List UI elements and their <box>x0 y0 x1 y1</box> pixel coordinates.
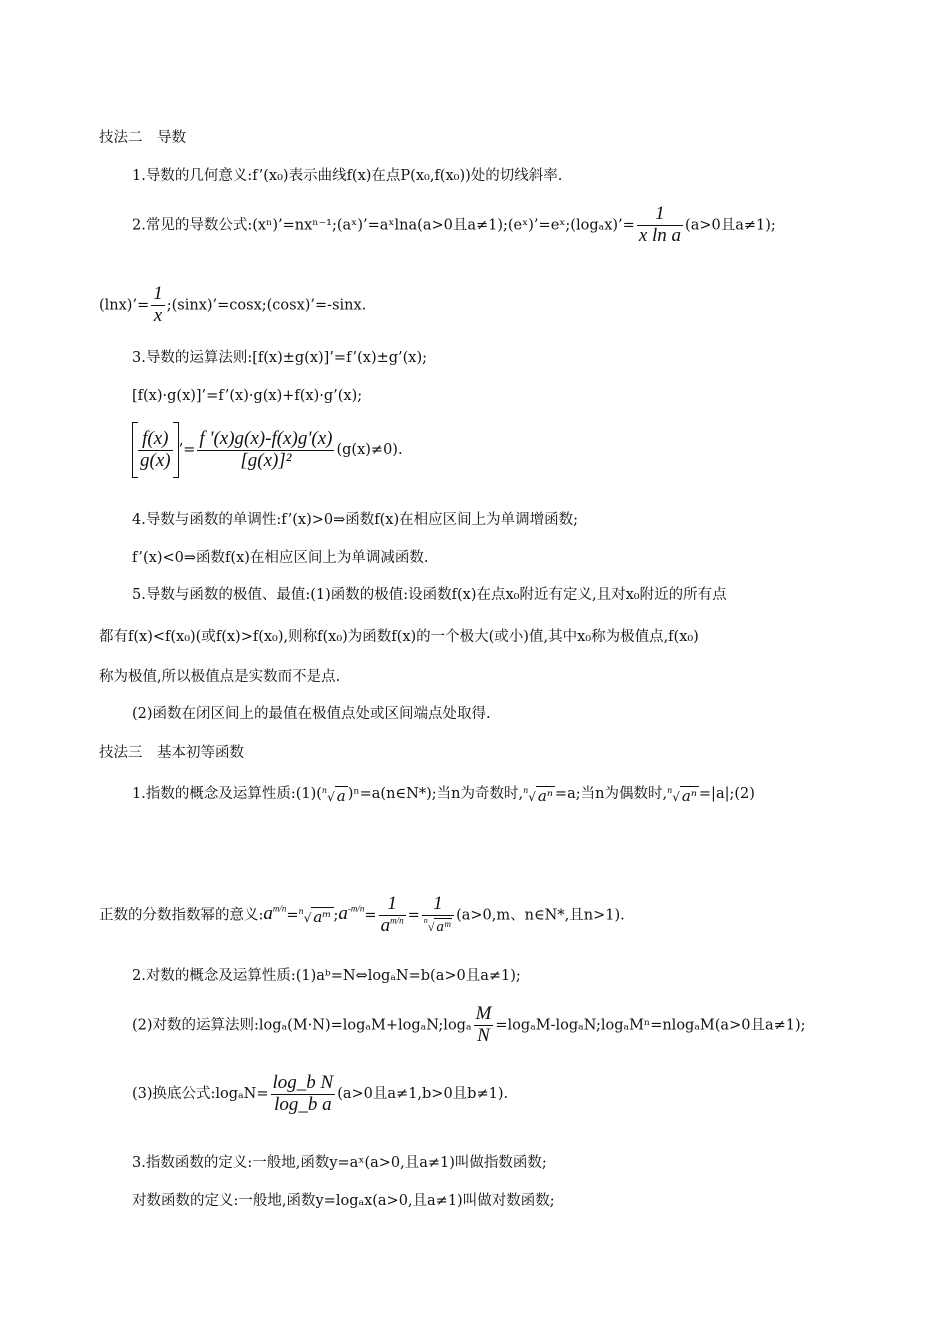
formula-tail: (a>0且a≠1); <box>685 217 776 234</box>
derivative-rule-product: [f(x)·g(x)]’=f’(x)·g(x)+f(x)·g’(x); <box>132 388 363 404</box>
fraction-1-over-xlna: $\frac{1}{\text{x ln a}}$ <box>638 203 682 246</box>
derivative-rule-sum: 3.导数的运算法则:[f(x)±g(x)]’=f’(x)±g’(x); <box>132 350 428 366</box>
extremum-closed-interval: (2)函数在闭区间上的最值在极值点处或区间端点处取得. <box>132 706 491 722</box>
log-definition: 2.对数的概念及运算性质:(1)aᵇ=N⇔logₐN=b(a>0且a≠1); <box>132 968 521 984</box>
nth-root-a: $^n$√ a <box>321 786 346 805</box>
power-a-m-over-n: $a^{m/n}$ <box>263 903 287 925</box>
derivative-formulas-line <box>132 204 776 247</box>
fraction-1-over-root: $\frac{1}{^n√ aᵐ}$ <box>422 894 454 937</box>
monotonic-increase: 4.导数与函数的单调性:f’(x)>0⇒函数f(x)在相应区间上为单调增函数; <box>132 512 579 528</box>
section-title-elementary-functions: 技法三 基本初等函数 <box>99 745 244 761</box>
section-title-derivative: 技法二 导数 <box>99 130 186 146</box>
derivative-rule-quotient: $\frac{f(x)}{g(x)}$ ’= $\frac{f '(x)g(x)-f(x)g'(x)}{\text{[g(x)]²}}$ (g(x)≠0). <box>132 422 403 478</box>
fraction-1-over-power: $\frac{1}{a^{m/n}}$ <box>380 892 404 936</box>
bracket-fraction: $\frac{f(x)}{g(x)}$ <box>132 422 179 478</box>
fractional-exponent-line: 正数的分数指数幂的意义$:a^{m/n}=^n√$ aᵐ $;a^{-m/n}=$ $\frac{1}{a^{m/n}}$ = $\frac{1}{^n√ aᵐ}$ (a>0,m、n∈N*,且n>1). <box>99 884 625 943</box>
change-of-base-line: (3)换底公式:logₐN= $\frac{\text{log\_b N}}{\text{log\_b a}}$ (a>0且a≠1,b>0且b≠1). <box>132 1071 509 1115</box>
nth-root-an: $^n$√ aⁿ <box>667 786 697 805</box>
quotient-fraction: $\frac{f '(x)g(x)-f(x)g'(x)}{\text{[g(x)]²}}$ <box>199 427 333 471</box>
derivative-formulas-line-2 <box>99 284 366 327</box>
exponent-properties-line: 1.指数的概念及运算性质:(1)($^n$√ a )ⁿ=a(n∈N*);当n为奇数时,$^n$√ aⁿ =a;当n为偶数时,$^n$√ aⁿ =|a|;(2) <box>132 776 755 812</box>
power-a-neg-m-over-n: $a^{-m/n}$ <box>338 903 365 925</box>
derivative-geometric-meaning: 1.导数的几何意义:f’(x₀)表示曲线f(x)在点P(x₀,f(x₀))处的切线斜率. <box>132 168 563 184</box>
exponential-function-def: 3.指数函数的定义:一般地,函数y=aˣ(a>0,且a≠1)叫做指数函数; <box>132 1155 547 1171</box>
formula-tail: ;(sinx)’=cosx;(cosx)’=-sinx. <box>166 297 367 314</box>
formula-tail: (g(x)≠0). <box>336 442 403 458</box>
extremum-def-line-2: 都有f(x)<f(x₀)(或f(x)>f(x₀),则称f(x₀)为函数f(x)的一个极大(或小)值,其中x₀称为极值点,f(x₀) <box>99 629 699 645</box>
formula-text: 2.常见的导数公式:(xⁿ)’=nxⁿ⁻¹;(aˣ)’=aˣlna(a>0且a≠1);(eˣ)’=eˣ;(logₐx)’= <box>132 217 635 234</box>
extremum-def-line-3: 称为极值,所以极值点是实数而不是点. <box>99 669 341 685</box>
log-function-def: 对数函数的定义:一般地,函数y=logₐx(a>0,且a≠1)叫做对数函数; <box>132 1193 555 1209</box>
extremum-def-line-1: 5.导数与函数的极值、最值:(1)函数的极值:设函数f(x)在点x₀附近有定义,且对x₀附近的所有点 <box>132 587 727 603</box>
nth-root-am: $^n$√ aᵐ <box>298 907 332 927</box>
formula-text: (lnx)’= <box>99 297 150 314</box>
fraction-change-of-base: $\frac{\text{log\_b N}}{\text{log\_b a}}$ <box>272 1071 334 1115</box>
monotonic-decrease: f’(x)<0⇒函数f(x)在相应区间上为单调减函数. <box>132 550 429 566</box>
log-rules-line: (2)对数的运算法则:logₐ(M·N)=logₐM+logₐN;logₐ $\frac{M}{N}$ =logₐM-logₐN;logₐMⁿ=nlogₐM(a>0且a≠1); <box>132 1003 806 1046</box>
nth-root-an: $^n$√ aⁿ <box>523 786 553 805</box>
fraction-1-over-x: $\frac{1}{x}$ <box>153 283 163 326</box>
fraction-M-over-N: $\frac{M}{N}$ <box>475 1003 492 1046</box>
